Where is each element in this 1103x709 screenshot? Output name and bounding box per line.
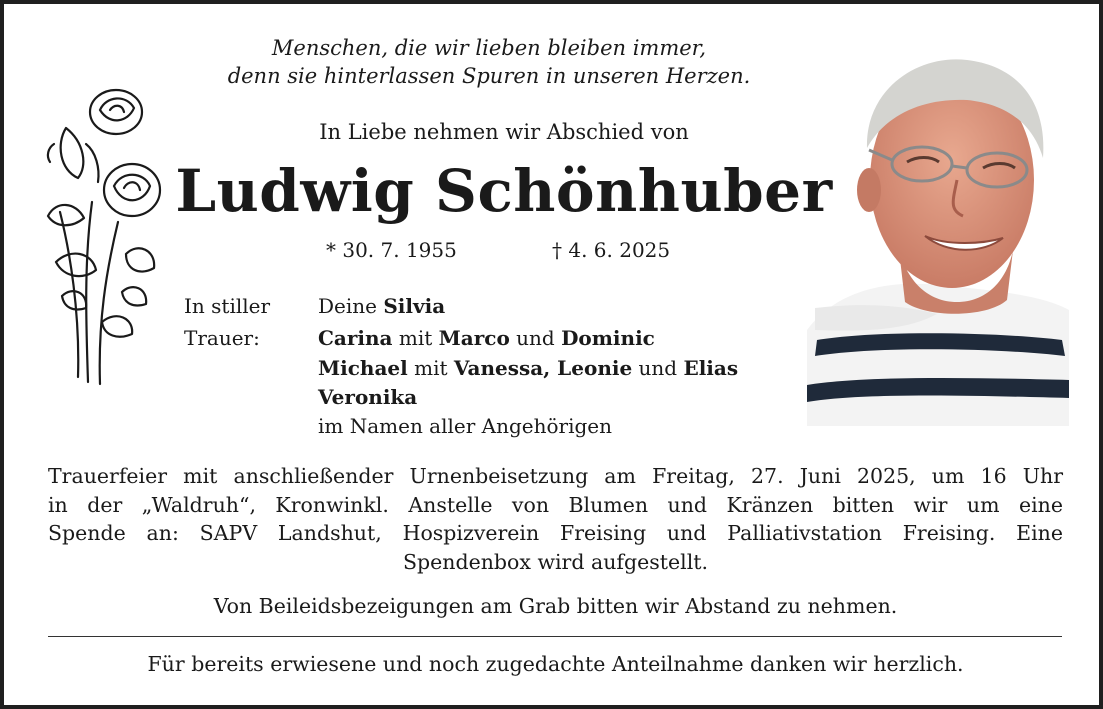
memorial-quote-line-2: denn sie hinterlassen Spuren in unseren Herzen.	[227, 64, 751, 88]
mourners-label-line-2: Trauer:	[184, 326, 260, 350]
mourner-text: und	[509, 326, 562, 350]
divider	[48, 636, 1062, 637]
mourner-row-1	[318, 294, 445, 318]
mourner-name: Vanessa, Leonie	[453, 356, 633, 380]
mourner-name: Silvia	[383, 294, 446, 318]
funeral-details-line: Spende an: SAPV Landshut, Hospizverein Freising und Palliativstation Freising. Eine	[48, 521, 1063, 545]
death-date: † 4. 6. 2025	[552, 238, 671, 262]
mourner-name: Carina	[318, 326, 393, 350]
funeral-details-line: in der „Waldruh“, Kronwinkl. Anstelle von Blumen und Kränzen bitten wir um eine	[48, 492, 1063, 517]
mourner-row-2	[318, 326, 655, 350]
farewell-intro: In Liebe nehmen wir Abschied von	[319, 120, 689, 144]
mourner-text: und	[632, 356, 684, 380]
mourner-row-4	[318, 385, 417, 409]
mourner-text: mit	[407, 356, 454, 380]
mourners-label-line-1: In stiller	[184, 294, 271, 318]
mourner-name: Marco	[438, 326, 510, 350]
funeral-details-line: Spendenbox wird aufgestellt.	[402, 549, 709, 574]
mourner-name: Michael	[318, 356, 408, 380]
memorial-quote-line-1: Menschen, die wir lieben bleiben immer,	[271, 36, 707, 60]
mourner-text: Deine	[318, 294, 384, 318]
condolence-request: Von Beileidsbezeigungen am Grab bitten wir Abstand zu nehmen.	[213, 594, 898, 618]
deceased-portrait	[807, 40, 1069, 426]
mourner-row-3	[318, 356, 738, 380]
thanks-note: Für bereits erwiesene und noch zugedachte Anteilnahme danken wir herzlich.	[147, 652, 964, 676]
deceased-name: Ludwig Schönhuber	[175, 157, 833, 225]
mourner-name: Elias	[683, 356, 739, 380]
funeral-details-line: Trauerfeier mit anschließender Urnenbeisetzung am Freitag, 27. Juni 2025, um 16 Uhr	[48, 464, 1063, 488]
mourner-text: mit	[392, 326, 439, 350]
funeral-details	[48, 462, 1063, 576]
mourner-name: Veronika	[318, 385, 418, 409]
mourner-name: Dominic	[561, 326, 655, 350]
mourner-row-5: im Namen aller Angehörigen	[318, 414, 613, 438]
birth-date: * 30. 7. 1955	[326, 238, 457, 262]
